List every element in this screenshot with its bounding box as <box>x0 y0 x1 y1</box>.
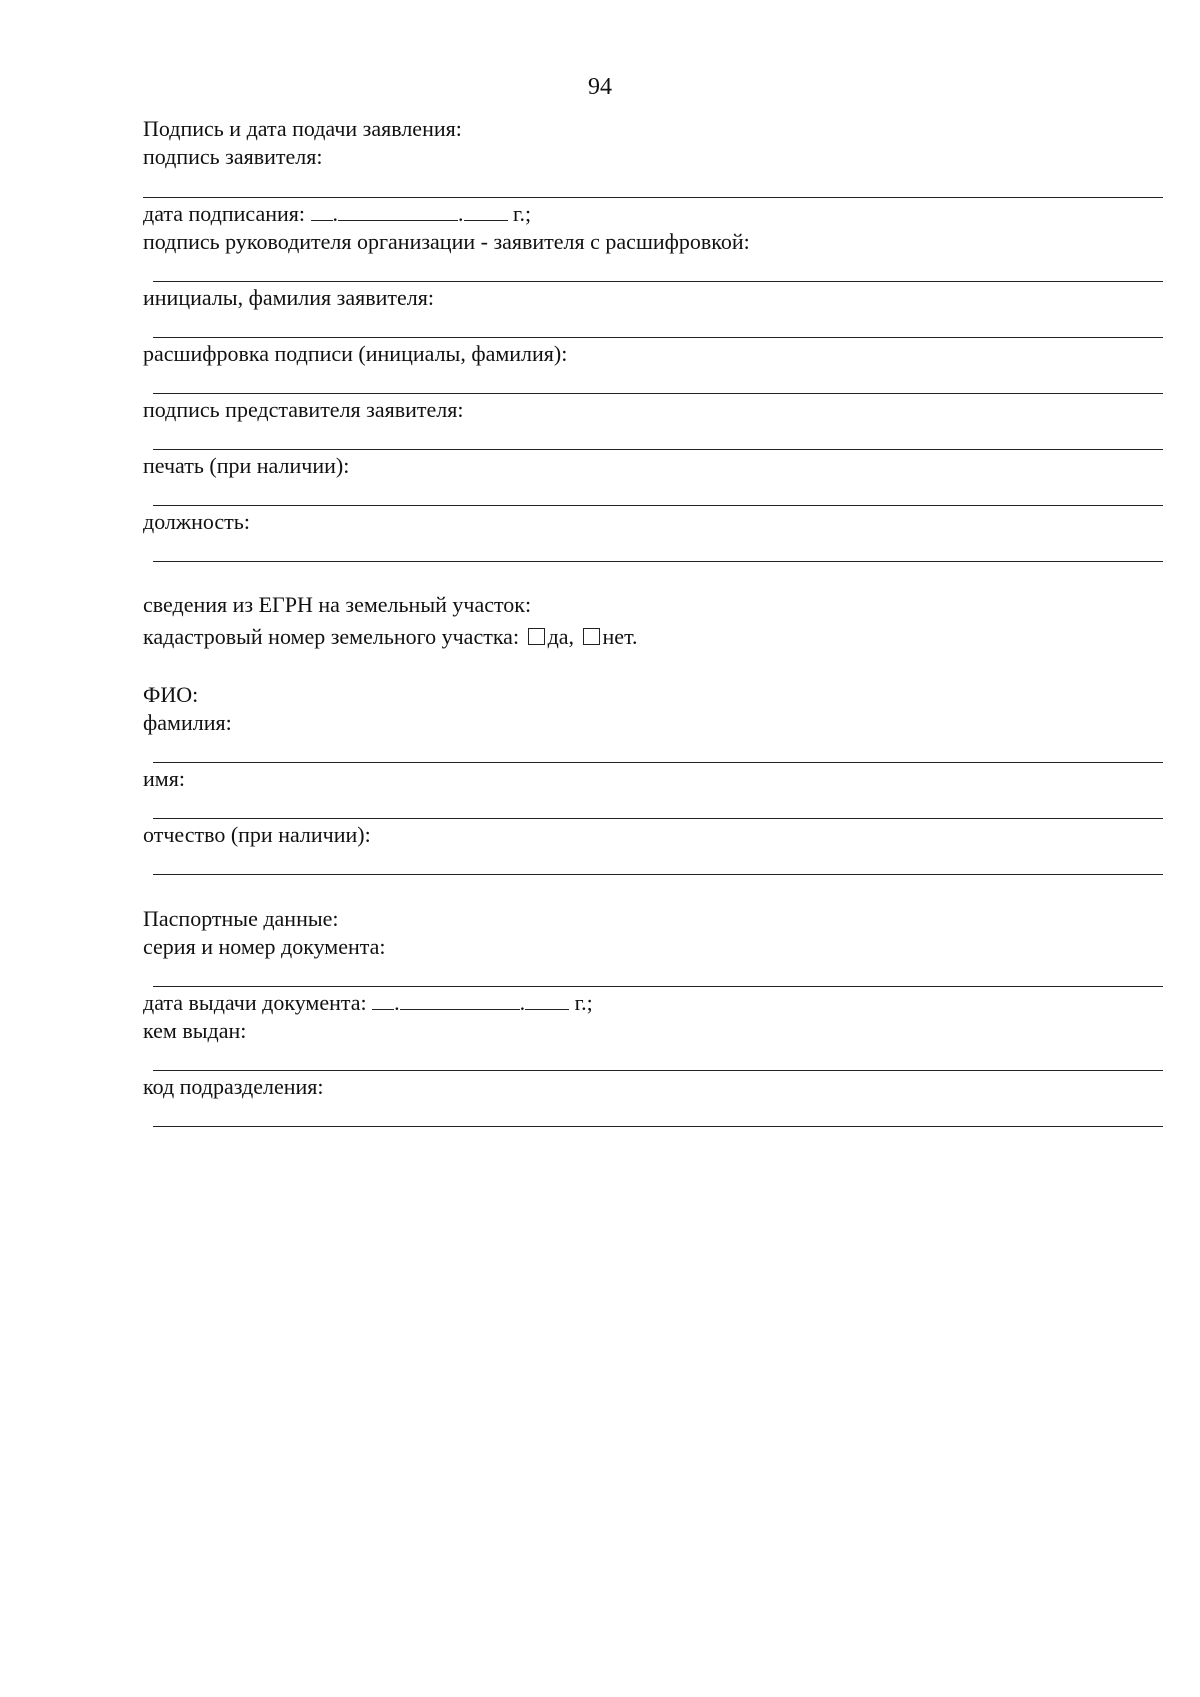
org-head-signature-label: подпись руководителя организации - заявителя с расшифровкой: <box>143 229 750 254</box>
cadastral-number-label: кадастровый номер земельного участка: <box>143 624 520 649</box>
surname-field[interactable] <box>153 762 1163 763</box>
egrn-section-heading: сведения из ЕГРН на земельный участок: <box>143 592 532 617</box>
issue-date-suffix: г.; <box>574 990 593 1015</box>
org-head-signature-field[interactable] <box>153 281 1163 282</box>
issue-date-line: дата выдачи документа: . . г.; <box>143 990 593 1015</box>
name-field[interactable] <box>153 818 1163 819</box>
series-number-label: серия и номер документа: <box>143 934 386 959</box>
position-label: должность: <box>143 509 250 534</box>
division-code-label: код подразделения: <box>143 1074 324 1099</box>
signing-date-line: дата подписания: . . г.; <box>143 201 532 226</box>
representative-signature-label: подпись представителя заявителя: <box>143 397 464 422</box>
cadastral-no-label: нет. <box>602 624 638 649</box>
seal-label: печать (при наличии): <box>143 453 350 478</box>
seal-field[interactable] <box>153 505 1163 506</box>
issued-by-field[interactable] <box>153 1070 1163 1071</box>
initials-surname-field[interactable] <box>153 337 1163 338</box>
signing-date-day-field[interactable] <box>311 201 333 221</box>
patronymic-field[interactable] <box>153 874 1163 875</box>
cadastral-yes-checkbox[interactable] <box>528 628 545 645</box>
signature-decoding-label: расшифровка подписи (инициалы, фамилия): <box>143 341 568 366</box>
issue-date-year-field[interactable] <box>525 990 569 1010</box>
cadastral-no-checkbox[interactable] <box>583 628 600 645</box>
page-number: 94 <box>588 74 612 100</box>
issue-date-month-field[interactable] <box>400 990 520 1010</box>
representative-signature-field[interactable] <box>153 449 1163 450</box>
fio-section-heading: ФИО: <box>143 682 199 707</box>
name-label: имя: <box>143 766 185 791</box>
patronymic-label: отчество (при наличии): <box>143 822 371 847</box>
signature-section-heading: Подпись и дата подачи заявления: <box>143 116 462 141</box>
signing-date-label: дата подписания: <box>143 201 305 226</box>
issued-by-label: кем выдан: <box>143 1018 247 1043</box>
surname-label: фамилия: <box>143 710 232 735</box>
signing-date-month-field[interactable] <box>338 201 458 221</box>
position-field[interactable] <box>153 561 1163 562</box>
signing-date-suffix: г.; <box>513 201 532 226</box>
series-number-field[interactable] <box>153 986 1163 987</box>
cadastral-yes-label: да, <box>547 624 575 649</box>
issue-date-label: дата выдачи документа: <box>143 990 367 1015</box>
applicant-signature-field[interactable] <box>143 197 1163 198</box>
initials-surname-label: инициалы, фамилия заявителя: <box>143 285 434 310</box>
passport-section-heading: Паспортные данные: <box>143 906 339 931</box>
signature-decoding-field[interactable] <box>153 393 1163 394</box>
issue-date-day-field[interactable] <box>372 990 394 1010</box>
cadastral-number-line <box>143 623 638 651</box>
signing-date-year-field[interactable] <box>464 201 508 221</box>
division-code-field[interactable] <box>153 1126 1163 1127</box>
applicant-signature-label: подпись заявителя: <box>143 144 323 169</box>
